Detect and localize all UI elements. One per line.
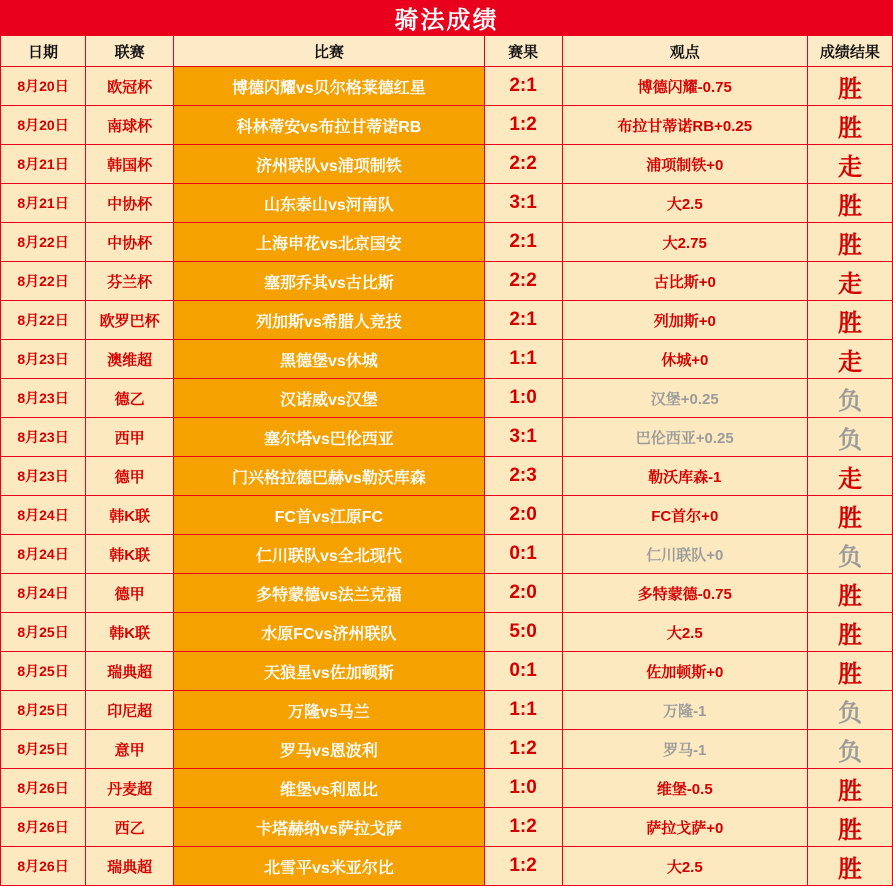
cell-date: 8月24日 — [1, 496, 86, 535]
cell-league: 意甲 — [86, 730, 174, 769]
cell-date: 8月26日 — [1, 847, 86, 886]
column-header-view: 观点 — [562, 36, 807, 67]
cell-match: FC首vs江原FC — [174, 496, 484, 535]
cell-result: 负 — [807, 730, 892, 769]
cell-score: 2:3 — [484, 457, 562, 496]
table-row — [1, 847, 893, 886]
table-row — [1, 457, 893, 496]
cell-match: 汉诺威vs汉堡 — [174, 379, 484, 418]
column-header-score: 赛果 — [484, 36, 562, 67]
cell-view: 维堡-0.5 — [562, 769, 807, 808]
cell-score: 2:2 — [484, 145, 562, 184]
cell-result: 负 — [807, 418, 892, 457]
table-row — [1, 769, 893, 808]
table-row — [1, 652, 893, 691]
cell-league: 丹麦超 — [86, 769, 174, 808]
table-row — [1, 262, 893, 301]
cell-result: 胜 — [807, 769, 892, 808]
cell-result: 走 — [807, 457, 892, 496]
cell-result: 胜 — [807, 301, 892, 340]
cell-score: 3:1 — [484, 418, 562, 457]
cell-score: 5:0 — [484, 613, 562, 652]
cell-score: 1:0 — [484, 769, 562, 808]
cell-match: 塞尔塔vs巴伦西亚 — [174, 418, 484, 457]
cell-match: 万隆vs马兰 — [174, 691, 484, 730]
cell-league: 印尼超 — [86, 691, 174, 730]
cell-score: 2:0 — [484, 496, 562, 535]
cell-date: 8月25日 — [1, 730, 86, 769]
cell-result: 走 — [807, 145, 892, 184]
cell-match: 济州联队vs浦项制铁 — [174, 145, 484, 184]
table-row — [1, 808, 893, 847]
cell-result: 胜 — [807, 652, 892, 691]
table-row — [1, 184, 893, 223]
cell-match: 塞那乔其vs古比斯 — [174, 262, 484, 301]
cell-league: 韩国杯 — [86, 145, 174, 184]
cell-league: 瑞典超 — [86, 652, 174, 691]
column-header-result: 成绩结果 — [807, 36, 892, 67]
cell-league: 中协杯 — [86, 223, 174, 262]
cell-league: 南球杯 — [86, 106, 174, 145]
cell-match: 列加斯vs希腊人竞技 — [174, 301, 484, 340]
cell-score: 2:1 — [484, 223, 562, 262]
table-row — [1, 301, 893, 340]
cell-score: 2:1 — [484, 67, 562, 106]
cell-date: 8月26日 — [1, 769, 86, 808]
cell-score: 2:1 — [484, 301, 562, 340]
results-table — [0, 35, 893, 886]
cell-result: 胜 — [807, 184, 892, 223]
cell-date: 8月22日 — [1, 223, 86, 262]
cell-result: 胜 — [807, 223, 892, 262]
cell-view: 罗马-1 — [562, 730, 807, 769]
cell-score: 2:0 — [484, 574, 562, 613]
cell-match: 北雪平vs米亚尔比 — [174, 847, 484, 886]
cell-date: 8月23日 — [1, 457, 86, 496]
cell-match: 多特蒙德vs法兰克福 — [174, 574, 484, 613]
cell-league: 澳维超 — [86, 340, 174, 379]
table-row — [1, 223, 893, 262]
cell-date: 8月25日 — [1, 652, 86, 691]
cell-view: 勒沃库森-1 — [562, 457, 807, 496]
cell-view: 萨拉戈萨+0 — [562, 808, 807, 847]
header-row — [1, 36, 893, 67]
cell-league: 芬兰杯 — [86, 262, 174, 301]
cell-score: 2:2 — [484, 262, 562, 301]
cell-date: 8月21日 — [1, 184, 86, 223]
cell-score: 3:1 — [484, 184, 562, 223]
cell-date: 8月24日 — [1, 535, 86, 574]
cell-view: 古比斯+0 — [562, 262, 807, 301]
column-header-league: 联赛 — [86, 36, 174, 67]
cell-view: 汉堡+0.25 — [562, 379, 807, 418]
cell-view: FC首尔+0 — [562, 496, 807, 535]
column-header-match: 比赛 — [174, 36, 484, 67]
cell-view: 浦项制铁+0 — [562, 145, 807, 184]
cell-result: 胜 — [807, 808, 892, 847]
table-row — [1, 379, 893, 418]
cell-view: 布拉甘蒂诺RB+0.25 — [562, 106, 807, 145]
cell-match: 天狼星vs佐加顿斯 — [174, 652, 484, 691]
cell-date: 8月22日 — [1, 262, 86, 301]
cell-result: 走 — [807, 262, 892, 301]
cell-result: 走 — [807, 340, 892, 379]
cell-score: 1:1 — [484, 340, 562, 379]
cell-match: 仁川联队vs全北现代 — [174, 535, 484, 574]
column-header-date: 日期 — [1, 36, 86, 67]
cell-match: 门兴格拉德巴赫vs勒沃库森 — [174, 457, 484, 496]
table-row — [1, 730, 893, 769]
cell-match: 黑德堡vs休城 — [174, 340, 484, 379]
cell-match: 罗马vs恩波利 — [174, 730, 484, 769]
cell-match: 水原FCvs济州联队 — [174, 613, 484, 652]
cell-score: 1:1 — [484, 691, 562, 730]
table-row — [1, 691, 893, 730]
cell-score: 1:2 — [484, 730, 562, 769]
cell-date: 8月22日 — [1, 301, 86, 340]
cell-league: 瑞典超 — [86, 847, 174, 886]
cell-result: 负 — [807, 535, 892, 574]
cell-result: 负 — [807, 379, 892, 418]
cell-result: 胜 — [807, 106, 892, 145]
cell-league: 德甲 — [86, 574, 174, 613]
cell-view: 大2.5 — [562, 847, 807, 886]
table-body — [1, 67, 893, 886]
cell-date: 8月26日 — [1, 808, 86, 847]
cell-view: 万隆-1 — [562, 691, 807, 730]
cell-league: 韩K联 — [86, 613, 174, 652]
cell-score: 1:2 — [484, 808, 562, 847]
cell-view: 仁川联队+0 — [562, 535, 807, 574]
cell-league: 德甲 — [86, 457, 174, 496]
table-header — [1, 36, 893, 67]
cell-date: 8月23日 — [1, 418, 86, 457]
cell-view: 博德闪耀-0.75 — [562, 67, 807, 106]
cell-league: 西乙 — [86, 808, 174, 847]
cell-score: 0:1 — [484, 535, 562, 574]
table-row — [1, 418, 893, 457]
cell-score: 1:2 — [484, 106, 562, 145]
table-row — [1, 496, 893, 535]
cell-date: 8月23日 — [1, 379, 86, 418]
cell-match: 卡塔赫纳vs萨拉戈萨 — [174, 808, 484, 847]
table-row — [1, 145, 893, 184]
cell-league: 韩K联 — [86, 496, 174, 535]
cell-league: 韩K联 — [86, 535, 174, 574]
cell-date: 8月25日 — [1, 691, 86, 730]
cell-date: 8月20日 — [1, 106, 86, 145]
table-row — [1, 574, 893, 613]
cell-date: 8月24日 — [1, 574, 86, 613]
cell-score: 1:2 — [484, 847, 562, 886]
cell-date: 8月21日 — [1, 145, 86, 184]
page-title: 骑法成绩 — [0, 0, 893, 35]
cell-match: 科林蒂安vs布拉甘蒂诺RB — [174, 106, 484, 145]
cell-date: 8月25日 — [1, 613, 86, 652]
cell-match: 山东泰山vs河南队 — [174, 184, 484, 223]
cell-view: 大2.5 — [562, 184, 807, 223]
cell-date: 8月23日 — [1, 340, 86, 379]
cell-league: 中协杯 — [86, 184, 174, 223]
cell-match: 上海申花vs北京国安 — [174, 223, 484, 262]
cell-view: 佐加顿斯+0 — [562, 652, 807, 691]
cell-score: 0:1 — [484, 652, 562, 691]
cell-result: 胜 — [807, 496, 892, 535]
cell-match: 维堡vs利恩比 — [174, 769, 484, 808]
cell-result: 负 — [807, 691, 892, 730]
cell-result: 胜 — [807, 67, 892, 106]
cell-league: 西甲 — [86, 418, 174, 457]
table-row — [1, 340, 893, 379]
cell-view: 多特蒙德-0.75 — [562, 574, 807, 613]
cell-match: 博德闪耀vs贝尔格莱德红星 — [174, 67, 484, 106]
cell-view: 大2.75 — [562, 223, 807, 262]
cell-result: 胜 — [807, 847, 892, 886]
cell-result: 胜 — [807, 574, 892, 613]
cell-score: 1:0 — [484, 379, 562, 418]
cell-view: 大2.5 — [562, 613, 807, 652]
table-row — [1, 613, 893, 652]
cell-date: 8月20日 — [1, 67, 86, 106]
cell-league: 欧冠杯 — [86, 67, 174, 106]
cell-league: 德乙 — [86, 379, 174, 418]
cell-result: 胜 — [807, 613, 892, 652]
table-row — [1, 106, 893, 145]
cell-league: 欧罗巴杯 — [86, 301, 174, 340]
cell-view: 休城+0 — [562, 340, 807, 379]
table-row — [1, 67, 893, 106]
cell-view: 巴伦西亚+0.25 — [562, 418, 807, 457]
table-row — [1, 535, 893, 574]
cell-view: 列加斯+0 — [562, 301, 807, 340]
